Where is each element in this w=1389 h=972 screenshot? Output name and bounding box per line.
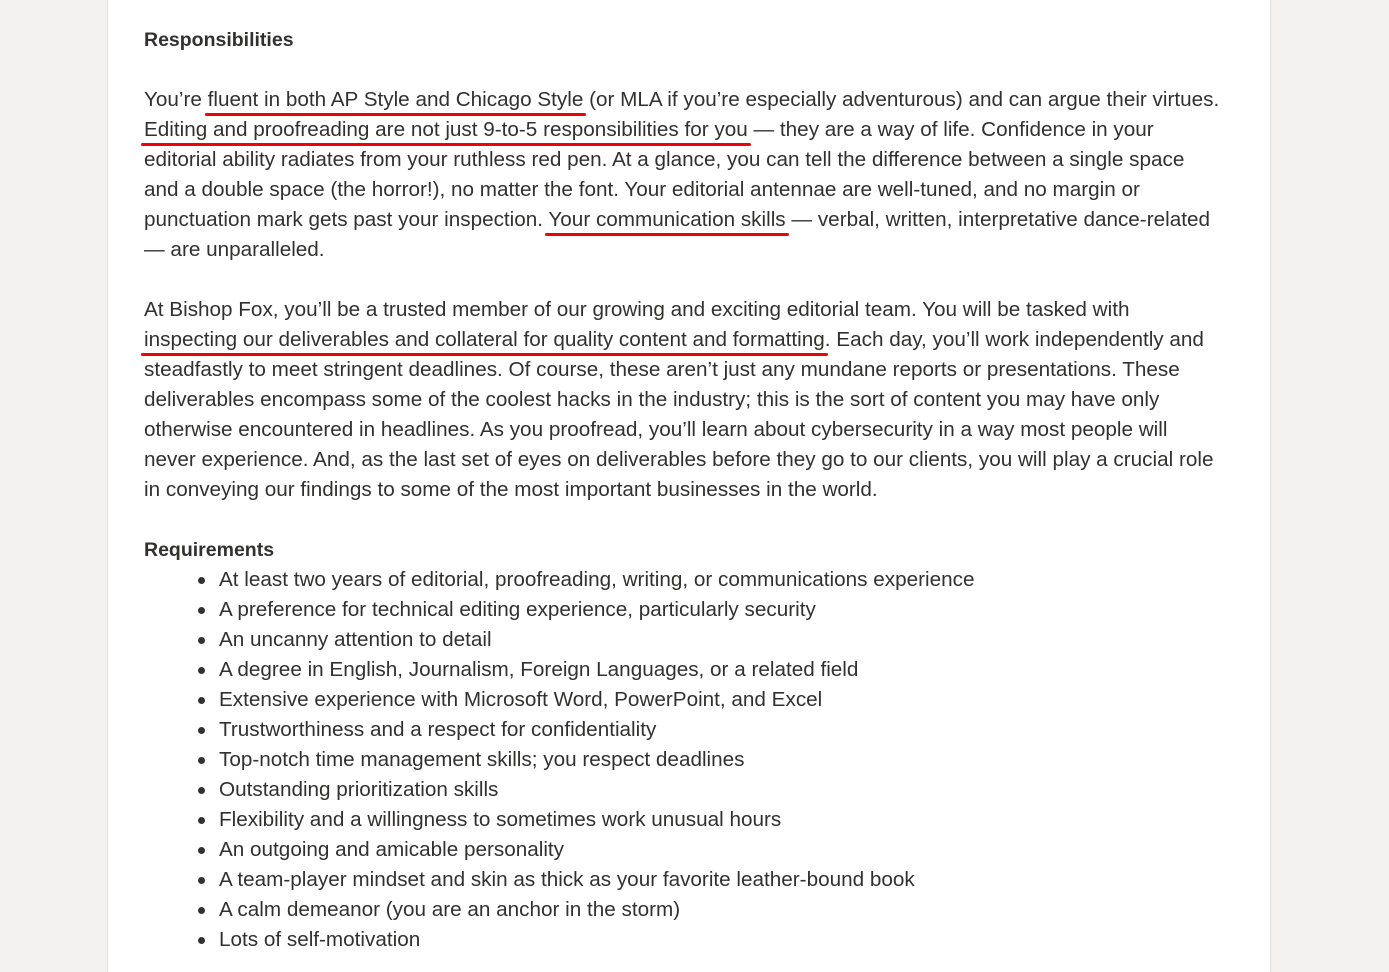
line-text: steadfastly to meet stringent deadlines. Of course, these aren’t just any mundane reports or presentations. These	[144, 358, 1180, 381]
bullet-icon	[198, 637, 205, 644]
list-item	[144, 655, 1270, 685]
list-item-text: A degree in English, Journalism, Foreign Languages, or a related field	[219, 658, 859, 681]
bullet-icon	[198, 667, 205, 674]
underlined-phrase: inspecting our deliverables and collateral for quality content and formatting	[144, 328, 825, 351]
list-item-text: An uncanny attention to detail	[219, 628, 492, 651]
bullet-icon	[198, 937, 205, 944]
job-description-panel	[107, 0, 1271, 972]
line-text: and a double space (the horror!), no matter the font. Your editorial antennae are well-tuned, and no margin or	[144, 178, 1140, 201]
paragraph-line	[144, 475, 1270, 505]
requirements-section	[144, 535, 1270, 955]
line-text: deliverables encompass some of the coolest hacks in the industry; this is the sort of content you may have only	[144, 388, 1160, 411]
bullet-icon	[198, 607, 205, 614]
section-heading-responsibilities: Responsibilities	[144, 29, 294, 51]
bullet-icon	[198, 847, 205, 854]
paragraph-line	[144, 355, 1270, 385]
list-item	[144, 565, 1270, 595]
line-text: (or MLA if you’re especially adventurous) and can argue their virtues.	[583, 88, 1220, 111]
paragraph-line	[144, 295, 1270, 325]
list-item	[144, 775, 1270, 805]
paragraph-line	[144, 205, 1270, 235]
list-item-text: Trustworthiness and a respect for confidentiality	[219, 718, 657, 741]
paragraph-line	[144, 115, 1270, 145]
paragraph-line	[144, 325, 1270, 355]
list-item-text: Extensive experience with Microsoft Word, PowerPoint, and Excel	[219, 688, 823, 711]
list-item	[144, 895, 1270, 925]
responsibilities-paragraph-2	[144, 295, 1270, 505]
bullet-icon	[198, 697, 205, 704]
line-text: You’re	[144, 88, 208, 111]
bullet-icon	[198, 727, 205, 734]
list-item	[144, 685, 1270, 715]
list-item-text: A preference for technical editing experience, particularly security	[219, 598, 816, 621]
list-item	[144, 745, 1270, 775]
bullet-icon	[198, 877, 205, 884]
underlined-phrase: Editing and proofreading are not just 9-to-5 responsibilities for you	[144, 118, 748, 141]
line-text: otherwise encountered in headlines. As you proofread, you’ll learn about cybersecurity in a way most people will	[144, 418, 1168, 441]
line-text: At Bishop Fox, you’ll be a trusted member of our growing and exciting editorial team. You will be tasked with	[144, 298, 1130, 321]
list-item	[144, 625, 1270, 655]
paragraph-line	[144, 85, 1270, 115]
responsibilities-paragraph-1	[144, 85, 1270, 265]
list-item	[144, 925, 1270, 955]
list-item-text: Outstanding prioritization skills	[219, 778, 499, 801]
requirements-list	[144, 565, 1270, 955]
list-item-text: Lots of self-motivation	[219, 928, 421, 951]
line-text: never experience. And, as the last set of eyes on deliverables before they go to our clients, you will play a crucial role	[144, 448, 1214, 471]
underlined-phrase: Your communication skills	[548, 208, 786, 231]
list-item	[144, 835, 1270, 865]
bullet-icon	[198, 787, 205, 794]
bullet-icon	[198, 817, 205, 824]
list-item-text: Flexibility and a willingness to sometimes work unusual hours	[219, 808, 782, 831]
line-text: editorial ability radiates from your ruthless red pen. At a glance, you can tell the difference between a single space	[144, 148, 1185, 171]
line-text: — verbal, written, interpretative dance-related	[785, 208, 1210, 231]
list-item-text: A team-player mindset and skin as thick as your favorite leather-bound book	[219, 868, 915, 891]
line-text: — they are a way of life. Confidence in your	[747, 118, 1154, 141]
list-item-text: An outgoing and amicable personality	[219, 838, 565, 861]
paragraph-line	[144, 415, 1270, 445]
section-heading-requirements: Requirements	[144, 539, 275, 561]
paragraph-line	[144, 235, 1270, 265]
responsibilities-section	[144, 25, 1270, 505]
list-item	[144, 715, 1270, 745]
line-text: . Each day, you’ll work independently and	[824, 328, 1204, 351]
list-item	[144, 865, 1270, 895]
paragraph-line	[144, 145, 1270, 175]
list-item	[144, 595, 1270, 625]
paragraph-line	[144, 445, 1270, 475]
line-text: in conveying our findings to some of the most important businesses in the world.	[144, 478, 878, 501]
bullet-icon	[198, 577, 205, 584]
list-item	[144, 805, 1270, 835]
line-text: punctuation mark gets past your inspection.	[144, 208, 549, 231]
list-item-text: At least two years of editorial, proofreading, writing, or communications experience	[219, 568, 975, 591]
underlined-phrase: fluent in both AP Style and Chicago Style	[207, 88, 584, 111]
paragraph-line	[144, 385, 1270, 415]
bullet-icon	[198, 757, 205, 764]
bullet-icon	[198, 907, 205, 914]
paragraph-line	[144, 175, 1270, 205]
list-item-text: Top-notch time management skills; you respect deadlines	[219, 748, 745, 771]
list-item-text: A calm demeanor (you are an anchor in the storm)	[219, 898, 681, 921]
line-text: — are unparalleled.	[144, 238, 325, 261]
